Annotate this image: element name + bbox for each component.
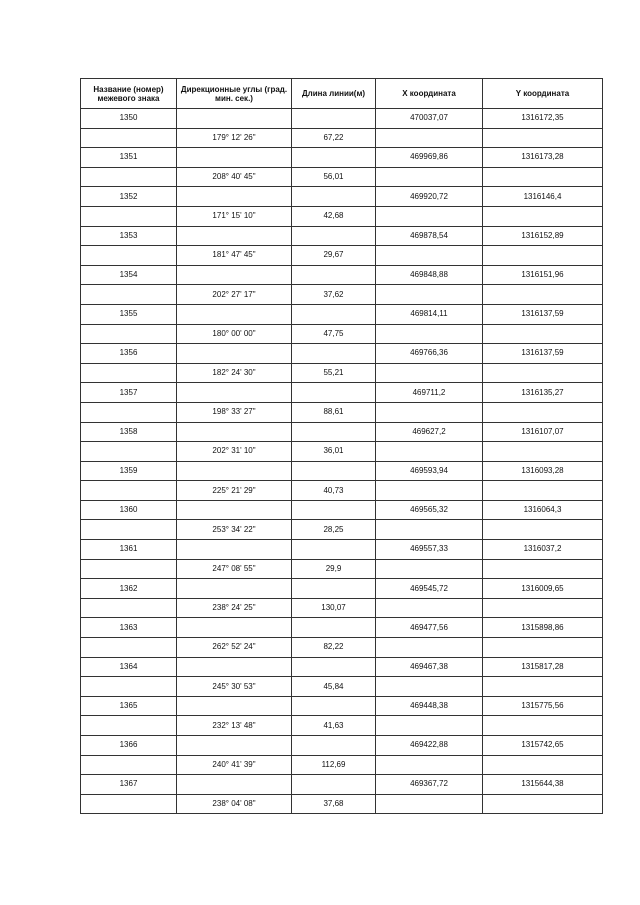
empty-cell bbox=[376, 794, 483, 814]
x-coordinate: 469477,56 bbox=[376, 618, 483, 638]
point-name: 1360 bbox=[81, 500, 177, 520]
segment-row bbox=[81, 520, 603, 540]
point-name: 1353 bbox=[81, 226, 177, 246]
y-coordinate: 1316137,59 bbox=[483, 344, 603, 364]
empty-cell bbox=[81, 324, 177, 344]
segment-row bbox=[81, 246, 603, 266]
direction-angle: 202° 31' 10" bbox=[177, 442, 292, 462]
y-coordinate: 1316107,07 bbox=[483, 422, 603, 442]
empty-cell bbox=[177, 540, 292, 560]
point-row bbox=[81, 500, 603, 520]
x-coordinate: 469565,32 bbox=[376, 500, 483, 520]
point-name: 1350 bbox=[81, 109, 177, 129]
line-length: 45,84 bbox=[292, 677, 376, 697]
coordinates-table bbox=[80, 78, 603, 814]
empty-cell bbox=[292, 775, 376, 795]
header-name: Название (номер) межевого знака bbox=[81, 79, 177, 109]
point-name: 1352 bbox=[81, 187, 177, 207]
empty-cell bbox=[376, 677, 483, 697]
empty-cell bbox=[376, 481, 483, 501]
header-x: X координата bbox=[376, 79, 483, 109]
segment-row bbox=[81, 559, 603, 579]
y-coordinate: 1316009,65 bbox=[483, 579, 603, 599]
empty-cell bbox=[292, 736, 376, 756]
point-row bbox=[81, 265, 603, 285]
point-row bbox=[81, 540, 603, 560]
x-coordinate: 469711,2 bbox=[376, 383, 483, 403]
empty-cell bbox=[177, 736, 292, 756]
point-row bbox=[81, 579, 603, 599]
empty-cell bbox=[376, 128, 483, 148]
point-row bbox=[81, 304, 603, 324]
line-length: 112,69 bbox=[292, 755, 376, 775]
header-angle: Дирекционные углы (град. мин. сек.) bbox=[177, 79, 292, 109]
segment-row bbox=[81, 402, 603, 422]
empty-cell bbox=[292, 696, 376, 716]
point-row bbox=[81, 187, 603, 207]
x-coordinate: 469766,36 bbox=[376, 344, 483, 364]
y-coordinate: 1315742,65 bbox=[483, 736, 603, 756]
empty-cell bbox=[376, 167, 483, 187]
empty-cell bbox=[177, 618, 292, 638]
point-name: 1357 bbox=[81, 383, 177, 403]
empty-cell bbox=[292, 265, 376, 285]
empty-cell bbox=[81, 363, 177, 383]
empty-cell bbox=[483, 206, 603, 226]
segment-row bbox=[81, 442, 603, 462]
empty-cell bbox=[81, 716, 177, 736]
point-row bbox=[81, 344, 603, 364]
direction-angle: 171° 15' 10" bbox=[177, 206, 292, 226]
point-name: 1363 bbox=[81, 618, 177, 638]
empty-cell bbox=[483, 167, 603, 187]
empty-cell bbox=[376, 324, 483, 344]
x-coordinate: 469969,86 bbox=[376, 148, 483, 168]
line-length: 41,63 bbox=[292, 716, 376, 736]
x-coordinate: 469814,11 bbox=[376, 304, 483, 324]
point-name: 1366 bbox=[81, 736, 177, 756]
empty-cell bbox=[81, 559, 177, 579]
empty-cell bbox=[483, 246, 603, 266]
y-coordinate: 1316151,96 bbox=[483, 265, 603, 285]
segment-row bbox=[81, 167, 603, 187]
x-coordinate: 469422,88 bbox=[376, 736, 483, 756]
empty-cell bbox=[177, 265, 292, 285]
segment-row bbox=[81, 285, 603, 305]
empty-cell bbox=[376, 246, 483, 266]
empty-cell bbox=[177, 579, 292, 599]
empty-cell bbox=[483, 324, 603, 344]
x-coordinate: 469557,33 bbox=[376, 540, 483, 560]
y-coordinate: 1315644,38 bbox=[483, 775, 603, 795]
y-coordinate: 1316135,27 bbox=[483, 383, 603, 403]
y-coordinate: 1316172,35 bbox=[483, 109, 603, 129]
empty-cell bbox=[81, 167, 177, 187]
empty-cell bbox=[483, 285, 603, 305]
empty-cell bbox=[177, 344, 292, 364]
point-name: 1362 bbox=[81, 579, 177, 599]
line-length: 29,9 bbox=[292, 559, 376, 579]
segment-row bbox=[81, 128, 603, 148]
point-name: 1354 bbox=[81, 265, 177, 285]
empty-cell bbox=[292, 304, 376, 324]
empty-cell bbox=[292, 461, 376, 481]
segment-row bbox=[81, 794, 603, 814]
direction-angle: 247° 08' 55" bbox=[177, 559, 292, 579]
empty-cell bbox=[483, 638, 603, 658]
empty-cell bbox=[292, 109, 376, 129]
empty-cell bbox=[177, 775, 292, 795]
empty-cell bbox=[483, 442, 603, 462]
empty-cell bbox=[376, 402, 483, 422]
direction-angle: 238° 04' 08" bbox=[177, 794, 292, 814]
point-row bbox=[81, 383, 603, 403]
empty-cell bbox=[81, 402, 177, 422]
direction-angle: 225° 21' 29" bbox=[177, 481, 292, 501]
empty-cell bbox=[81, 677, 177, 697]
empty-cell bbox=[292, 618, 376, 638]
empty-cell bbox=[376, 598, 483, 618]
empty-cell bbox=[81, 520, 177, 540]
empty-cell bbox=[376, 755, 483, 775]
y-coordinate: 1315775,56 bbox=[483, 696, 603, 716]
y-coordinate: 1315817,28 bbox=[483, 657, 603, 677]
direction-angle: 179° 12' 26" bbox=[177, 128, 292, 148]
point-row bbox=[81, 775, 603, 795]
empty-cell bbox=[292, 540, 376, 560]
point-name: 1355 bbox=[81, 304, 177, 324]
point-name: 1364 bbox=[81, 657, 177, 677]
x-coordinate: 469545,72 bbox=[376, 579, 483, 599]
y-coordinate: 1316064,3 bbox=[483, 500, 603, 520]
empty-cell bbox=[292, 383, 376, 403]
point-row bbox=[81, 148, 603, 168]
direction-angle: 245° 30' 53" bbox=[177, 677, 292, 697]
point-row bbox=[81, 696, 603, 716]
segment-row bbox=[81, 324, 603, 344]
empty-cell bbox=[483, 481, 603, 501]
empty-cell bbox=[81, 285, 177, 305]
x-coordinate: 469848,88 bbox=[376, 265, 483, 285]
table-body bbox=[81, 109, 603, 814]
direction-angle: 182° 24' 30" bbox=[177, 363, 292, 383]
y-coordinate: 1316146,4 bbox=[483, 187, 603, 207]
segment-row bbox=[81, 206, 603, 226]
x-coordinate: 469593,94 bbox=[376, 461, 483, 481]
direction-angle: 262° 52' 24" bbox=[177, 638, 292, 658]
empty-cell bbox=[177, 696, 292, 716]
segment-row bbox=[81, 481, 603, 501]
direction-angle: 240° 41' 39" bbox=[177, 755, 292, 775]
table-header-row bbox=[81, 79, 603, 109]
point-name: 1367 bbox=[81, 775, 177, 795]
line-length: 56,01 bbox=[292, 167, 376, 187]
empty-cell bbox=[177, 148, 292, 168]
empty-cell bbox=[483, 402, 603, 422]
empty-cell bbox=[81, 128, 177, 148]
x-coordinate: 469920,72 bbox=[376, 187, 483, 207]
x-coordinate: 469467,38 bbox=[376, 657, 483, 677]
segment-row bbox=[81, 363, 603, 383]
point-row bbox=[81, 618, 603, 638]
empty-cell bbox=[376, 559, 483, 579]
empty-cell bbox=[483, 677, 603, 697]
line-length: 37,62 bbox=[292, 285, 376, 305]
empty-cell bbox=[177, 500, 292, 520]
direction-angle: 208° 40' 45" bbox=[177, 167, 292, 187]
empty-cell bbox=[81, 755, 177, 775]
empty-cell bbox=[81, 481, 177, 501]
empty-cell bbox=[376, 638, 483, 658]
empty-cell bbox=[483, 128, 603, 148]
empty-cell bbox=[81, 598, 177, 618]
line-length: 40,73 bbox=[292, 481, 376, 501]
line-length: 42,68 bbox=[292, 206, 376, 226]
segment-row bbox=[81, 638, 603, 658]
empty-cell bbox=[177, 109, 292, 129]
empty-cell bbox=[376, 520, 483, 540]
empty-cell bbox=[376, 363, 483, 383]
y-coordinate: 1315898,86 bbox=[483, 618, 603, 638]
point-name: 1356 bbox=[81, 344, 177, 364]
empty-cell bbox=[292, 148, 376, 168]
point-name: 1359 bbox=[81, 461, 177, 481]
empty-cell bbox=[81, 794, 177, 814]
segment-row bbox=[81, 755, 603, 775]
empty-cell bbox=[483, 716, 603, 736]
empty-cell bbox=[177, 422, 292, 442]
empty-cell bbox=[376, 206, 483, 226]
x-coordinate: 469627,2 bbox=[376, 422, 483, 442]
segment-row bbox=[81, 716, 603, 736]
x-coordinate: 470037,07 bbox=[376, 109, 483, 129]
line-length: 36,01 bbox=[292, 442, 376, 462]
empty-cell bbox=[292, 187, 376, 207]
line-length: 55,21 bbox=[292, 363, 376, 383]
line-length: 82,22 bbox=[292, 638, 376, 658]
y-coordinate: 1316173,28 bbox=[483, 148, 603, 168]
empty-cell bbox=[376, 442, 483, 462]
empty-cell bbox=[292, 226, 376, 246]
empty-cell bbox=[483, 520, 603, 540]
y-coordinate: 1316137,59 bbox=[483, 304, 603, 324]
empty-cell bbox=[483, 559, 603, 579]
empty-cell bbox=[177, 461, 292, 481]
point-row bbox=[81, 422, 603, 442]
point-row bbox=[81, 657, 603, 677]
line-length: 37,68 bbox=[292, 794, 376, 814]
empty-cell bbox=[81, 442, 177, 462]
direction-angle: 238° 24' 25" bbox=[177, 598, 292, 618]
empty-cell bbox=[177, 657, 292, 677]
line-length: 29,67 bbox=[292, 246, 376, 266]
empty-cell bbox=[376, 716, 483, 736]
segment-row bbox=[81, 677, 603, 697]
line-length: 47,75 bbox=[292, 324, 376, 344]
direction-angle: 232° 13' 48" bbox=[177, 716, 292, 736]
line-length: 28,25 bbox=[292, 520, 376, 540]
empty-cell bbox=[483, 755, 603, 775]
direction-angle: 253° 34' 22" bbox=[177, 520, 292, 540]
empty-cell bbox=[177, 383, 292, 403]
y-coordinate: 1316037,2 bbox=[483, 540, 603, 560]
empty-cell bbox=[81, 206, 177, 226]
line-length: 130,07 bbox=[292, 598, 376, 618]
empty-cell bbox=[292, 579, 376, 599]
segment-row bbox=[81, 598, 603, 618]
point-name: 1351 bbox=[81, 148, 177, 168]
empty-cell bbox=[292, 344, 376, 364]
empty-cell bbox=[483, 598, 603, 618]
empty-cell bbox=[483, 794, 603, 814]
point-name: 1361 bbox=[81, 540, 177, 560]
y-coordinate: 1316093,28 bbox=[483, 461, 603, 481]
x-coordinate: 469448,38 bbox=[376, 696, 483, 716]
header-y: Y координата bbox=[483, 79, 603, 109]
line-length: 67,22 bbox=[292, 128, 376, 148]
point-row bbox=[81, 461, 603, 481]
point-name: 1365 bbox=[81, 696, 177, 716]
empty-cell bbox=[292, 422, 376, 442]
x-coordinate: 469878,54 bbox=[376, 226, 483, 246]
point-row bbox=[81, 736, 603, 756]
empty-cell bbox=[177, 304, 292, 324]
empty-cell bbox=[177, 226, 292, 246]
empty-cell bbox=[292, 500, 376, 520]
point-name: 1358 bbox=[81, 422, 177, 442]
point-row bbox=[81, 109, 603, 129]
header-length: Длина линии(м) bbox=[292, 79, 376, 109]
direction-angle: 202° 27' 17" bbox=[177, 285, 292, 305]
empty-cell bbox=[81, 246, 177, 266]
direction-angle: 180° 00' 00" bbox=[177, 324, 292, 344]
empty-cell bbox=[483, 363, 603, 383]
line-length: 88,61 bbox=[292, 402, 376, 422]
empty-cell bbox=[376, 285, 483, 305]
y-coordinate: 1316152,89 bbox=[483, 226, 603, 246]
direction-angle: 198° 33' 27" bbox=[177, 402, 292, 422]
empty-cell bbox=[292, 657, 376, 677]
x-coordinate: 469367,72 bbox=[376, 775, 483, 795]
direction-angle: 181° 47' 45" bbox=[177, 246, 292, 266]
empty-cell bbox=[81, 638, 177, 658]
empty-cell bbox=[177, 187, 292, 207]
point-row bbox=[81, 226, 603, 246]
